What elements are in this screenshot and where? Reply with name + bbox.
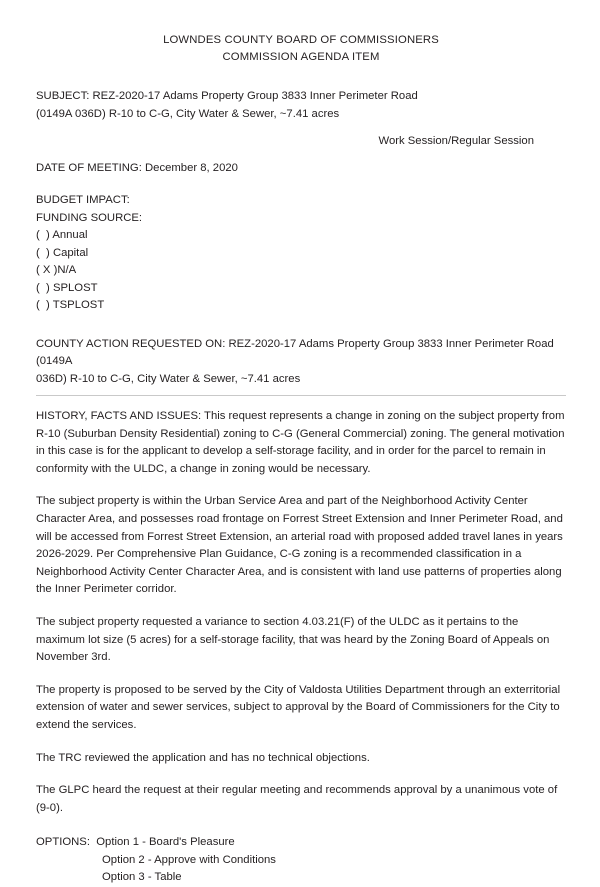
history-paragraph-1: HISTORY, FACTS AND ISSUES: This request represents a change in zoning on the subject property from R-10 (Suburban Density Residential) zoning to C-G (General Commercial) zoning. The general motivation in this case is for the applicant to develop a self-storage facility, and in order for the parcel to remain in conformity with the ULDC, a change in zoning would be necessary. [36,410,565,475]
header-title-line-2: COMMISSION AGENDA ITEM [222,51,380,63]
funding-option-tsplost-label: TSPLOST [52,299,105,311]
option-item-2[interactable]: Option 2 - Approve with Conditions [102,853,276,866]
options-row-2 [36,852,566,870]
subject-line-2: (0149A 036D) R-10 to C-G, City Water & Sewer, ~7.41 acres [36,107,340,120]
history-paragraph-4: The property is proposed to be served by the City of Valdosta Utilities Department through an exterritorial extension of water and sewer services, subject to approval by the Board of Commissioners for the City to extend the services. [36,683,561,731]
funding-option-splost-checkbox[interactable]: ( ) [36,281,50,294]
date-of-meeting: DATE OF MEETING: December 8, 2020 [36,161,238,174]
section-divider [36,395,566,396]
header-title-line-1: LOWNDES COUNTY BOARD OF COMMISSIONERS [163,34,439,46]
funding-option-na-checkbox[interactable]: ( X ) [36,264,58,276]
funding-option-tsplost-checkbox[interactable]: ( ) [36,299,50,311]
funding-option-na-label: N/A [57,264,77,276]
funding-option-annual[interactable] [36,227,566,245]
county-action-line-2: 036D) R-10 to C-G, City Water & Sewer, ~7.41 acres [36,372,301,385]
budget-impact-label: BUDGET IMPACT: [36,194,130,206]
options-label: OPTIONS: [36,836,90,849]
county-action-block [36,336,566,397]
history-paragraph-2: The subject property is within the Urban Service Area and part of the Neighborhood Activity Center Character Area, and possesses road frontage on Forrest Street Extension and Inner Perimeter Road, and will be accessed from Forrest Street Extension, an arterial road with proposed added travel lanes in years 2026-2029. Per Comprehensive Plan Guidance, C-G zoning is a recommended classification in a Neighborhood Activity Center Character Area, and is consistent with land use patterns of properties along the Inner Perimeter corridor. [36,495,563,596]
history-paragraph-3: The subject property requested a variance to section 4.03.21(F) of the ULDC as it pertains to the maximum lot size (5 acres) for a self-storage facility, that was heard by the Zoning Board of Appeals on November 3rd. [36,615,550,664]
funding-option-splost-label: SPLOST [52,281,98,294]
history-paragraph-6: The GLPC heard the request at their regular meeting and recommends approval by a unanimous vote of (9-0). [36,784,558,814]
history-paragraph-5: The TRC reviewed the application and has no technical objections. [36,751,370,764]
options-row-1 [36,834,566,852]
funding-option-capital-checkbox[interactable]: ( ) [36,246,50,259]
funding-option-capital-label: Capital [52,246,89,259]
spacer-after-date [36,177,566,192]
county-action-line-1: COUNTY ACTION REQUESTED ON: REZ-2020-17 Adams Property Group 3833 Inner Perimeter Road (0149A [36,337,554,367]
funding-option-annual-label: Annual [52,229,88,241]
option-item-1[interactable]: Option 1 - Board's Pleasure [96,836,235,849]
funding-source-label: FUNDING SOURCE: [36,211,143,224]
funding-source-options [36,227,566,315]
spacer-before-county-action [36,315,566,334]
options-row-3 [36,869,566,887]
funding-option-na[interactable] [36,262,566,280]
document-header [36,32,566,66]
subject-block [36,88,566,123]
funding-option-splost[interactable] [36,280,566,298]
options-block [36,834,566,887]
funding-option-tsplost[interactable] [36,297,566,315]
subject-line-1: SUBJECT: REZ-2020-17 Adams Property Group 3833 Inner Perimeter Road [36,90,418,102]
option-item-3[interactable]: Option 3 - Table [102,871,182,884]
funding-option-annual-checkbox[interactable]: ( ) [36,229,50,241]
funding-option-capital[interactable] [36,245,566,263]
history-facts-issues-block [36,408,566,817]
session-type: Work Session/Regular Session [378,135,534,147]
document-content [36,32,566,887]
